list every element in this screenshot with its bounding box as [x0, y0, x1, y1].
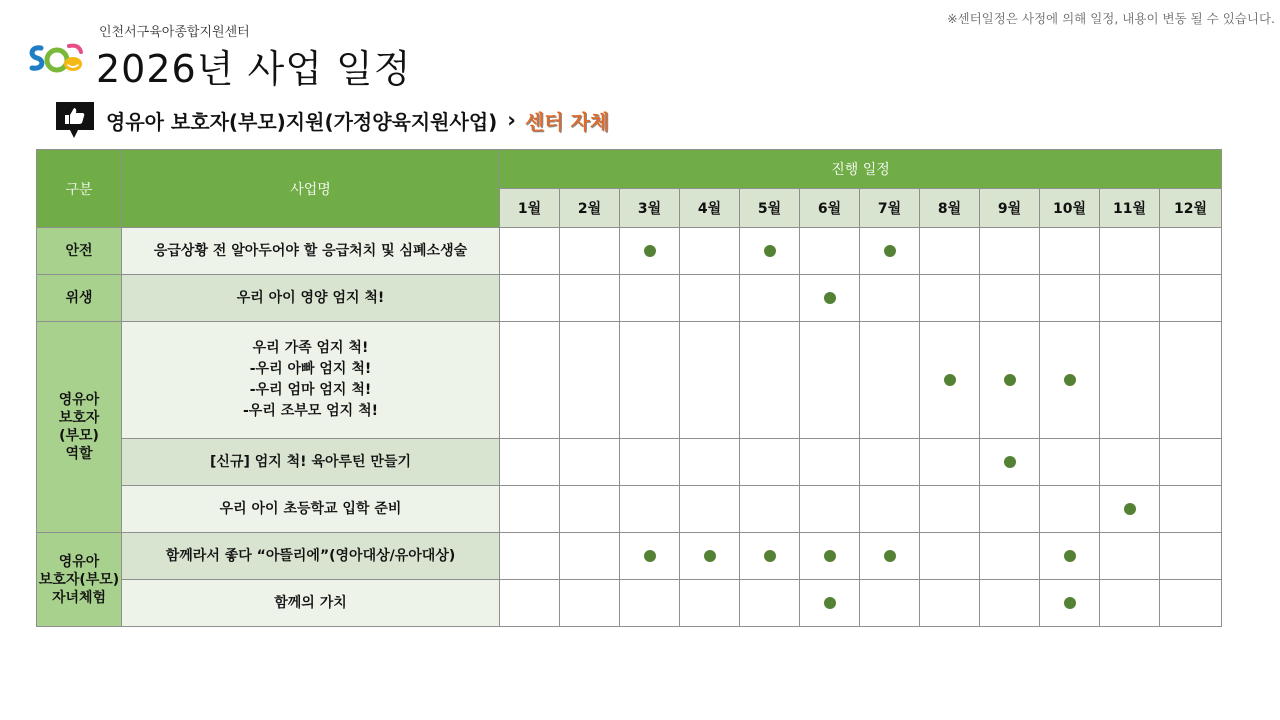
month-cell: [980, 322, 1040, 439]
month-header: 6월: [800, 189, 860, 228]
month-cell: [800, 580, 860, 627]
month-cell: [740, 439, 800, 486]
table-row: [37, 533, 1222, 580]
scheduled-dot: [1064, 597, 1076, 609]
program-name: 응급상황 전 알아두어야 할 응급처치 및 심폐소생술: [122, 228, 500, 275]
section-arrow: ›: [507, 108, 516, 132]
month-header: 3월: [620, 189, 680, 228]
month-cell: [920, 580, 980, 627]
month-cell: [500, 533, 560, 580]
month-cell: [800, 439, 860, 486]
section-subtitle: 센터 자체: [524, 109, 610, 134]
scheduled-dot: [884, 245, 896, 257]
scheduled-dot: [824, 550, 836, 562]
month-cell: [1100, 580, 1160, 627]
month-cell: [560, 533, 620, 580]
program-name: 함께의 가치: [122, 580, 500, 627]
program-name: 우리 아이 영양 엄지 척!: [122, 275, 500, 322]
month-cell: [800, 228, 860, 275]
program-name: 우리 가족 엄지 척! -우리 아빠 엄지 척! -우리 엄마 엄지 척! -우리 조부모 엄지 척!: [122, 322, 500, 439]
scheduled-dot: [1064, 550, 1076, 562]
month-cell: [1160, 486, 1222, 533]
month-cell: [560, 580, 620, 627]
month-cell: [500, 439, 560, 486]
month-cell: [680, 486, 740, 533]
month-cell: [740, 275, 800, 322]
scheduled-dot: [764, 550, 776, 562]
month-cell: [740, 580, 800, 627]
month-cell: [500, 486, 560, 533]
month-cell: [740, 486, 800, 533]
program-name: 우리 아이 초등학교 입학 준비: [122, 486, 500, 533]
schedule-header: 진행 일정: [500, 150, 1222, 189]
scheduled-dot: [1004, 374, 1016, 386]
month-cell: [920, 486, 980, 533]
month-cell: [740, 533, 800, 580]
month-cell: [800, 533, 860, 580]
table-row: [37, 486, 1222, 533]
page-title: 2026년 사업 일정: [96, 47, 412, 91]
month-cell: [1160, 228, 1222, 275]
table-row: [37, 275, 1222, 322]
month-cell: [620, 580, 680, 627]
month-header: 7월: [860, 189, 920, 228]
month-cell: [1100, 228, 1160, 275]
month-header: 2월: [560, 189, 620, 228]
program-name: [신규] 엄지 척! 육아루틴 만들기: [122, 439, 500, 486]
month-cell: [980, 275, 1040, 322]
month-cell: [1040, 228, 1100, 275]
section-title: 영유아 보호자(부모)지원(가정양육지원사업): [106, 109, 498, 134]
scheduled-dot: [704, 550, 716, 562]
schedule-table: [36, 149, 1222, 627]
month-cell: [500, 275, 560, 322]
organization-name: 인천서구육아종합지원센터: [99, 25, 250, 40]
month-cell: [620, 486, 680, 533]
month-cell: [620, 228, 680, 275]
section-heading: [54, 100, 609, 140]
scheduled-dot: [824, 292, 836, 304]
month-cell: [1100, 486, 1160, 533]
table-row: [37, 580, 1222, 627]
month-cell: [800, 322, 860, 439]
month-cell: [860, 580, 920, 627]
month-cell: [1040, 580, 1100, 627]
category-cell: 영유아 보호자(부모) 자녀체험: [37, 533, 122, 627]
month-cell: [1160, 322, 1222, 439]
scheduled-dot: [764, 245, 776, 257]
month-cell: [800, 486, 860, 533]
category-cell: 위생: [37, 275, 122, 322]
month-cell: [1040, 439, 1100, 486]
program-header: 사업명: [122, 150, 500, 228]
month-cell: [1040, 322, 1100, 439]
month-cell: [800, 275, 860, 322]
month-cell: [680, 533, 740, 580]
month-cell: [1100, 533, 1160, 580]
month-header: 11월: [1100, 189, 1160, 228]
thumbs-up-speech-bubble-icon: [54, 100, 96, 140]
month-cell: [680, 322, 740, 439]
month-cell: [560, 275, 620, 322]
table-row: [37, 322, 1222, 439]
scheduled-dot: [824, 597, 836, 609]
month-cell: [560, 322, 620, 439]
month-header: 8월: [920, 189, 980, 228]
month-cell: [980, 533, 1040, 580]
month-cell: [980, 580, 1040, 627]
month-cell: [860, 228, 920, 275]
month-cell: [860, 275, 920, 322]
scheduled-dot: [644, 550, 656, 562]
month-cell: [1160, 580, 1222, 627]
month-header: 1월: [500, 189, 560, 228]
scheduled-dot: [1004, 456, 1016, 468]
month-cell: [1040, 486, 1100, 533]
scheduled-dot: [884, 550, 896, 562]
month-cell: [680, 275, 740, 322]
scheduled-dot: [644, 245, 656, 257]
month-cell: [1160, 533, 1222, 580]
month-cell: [920, 533, 980, 580]
program-name: 함께라서 좋다 “아뜰리에”(영아대상/유아대상): [122, 533, 500, 580]
month-cell: [680, 228, 740, 275]
month-cell: [680, 439, 740, 486]
month-cell: [680, 580, 740, 627]
month-cell: [620, 533, 680, 580]
month-cell: [560, 228, 620, 275]
center-logo-icon: [27, 38, 87, 78]
month-cell: [1040, 275, 1100, 322]
month-header: 9월: [980, 189, 1040, 228]
month-cell: [980, 486, 1040, 533]
month-cell: [560, 486, 620, 533]
month-header: 5월: [740, 189, 800, 228]
month-cell: [620, 275, 680, 322]
table-row: [37, 228, 1222, 275]
month-cell: [1040, 533, 1100, 580]
month-cell: [980, 439, 1040, 486]
month-cell: [740, 322, 800, 439]
month-cell: [860, 533, 920, 580]
category-cell: 안전: [37, 228, 122, 275]
month-cell: [920, 322, 980, 439]
scheduled-dot: [1124, 503, 1136, 515]
month-header: 4월: [680, 189, 740, 228]
month-header: 12월: [1160, 189, 1222, 228]
scheduled-dot: [1064, 374, 1076, 386]
month-cell: [620, 322, 680, 439]
month-cell: [920, 439, 980, 486]
month-cell: [860, 439, 920, 486]
category-header: 구분: [37, 150, 122, 228]
month-cell: [560, 439, 620, 486]
month-header: 10월: [1040, 189, 1100, 228]
table-row: [37, 439, 1222, 486]
category-cell: 영유아 보호자 (부모) 역할: [37, 322, 122, 533]
scheduled-dot: [944, 374, 956, 386]
month-cell: [1100, 322, 1160, 439]
month-cell: [500, 228, 560, 275]
month-cell: [500, 322, 560, 439]
month-cell: [620, 439, 680, 486]
month-cell: [1100, 275, 1160, 322]
month-cell: [860, 322, 920, 439]
month-cell: [740, 228, 800, 275]
month-cell: [980, 228, 1040, 275]
month-cell: [1100, 439, 1160, 486]
month-cell: [1160, 439, 1222, 486]
month-cell: [920, 275, 980, 322]
month-cell: [920, 228, 980, 275]
month-cell: [860, 486, 920, 533]
month-cell: [500, 580, 560, 627]
schedule-change-notice: ※센터일정은 사정에 의해 일정, 내용이 변동 될 수 있습니다.: [947, 11, 1275, 26]
month-cell: [1160, 275, 1222, 322]
